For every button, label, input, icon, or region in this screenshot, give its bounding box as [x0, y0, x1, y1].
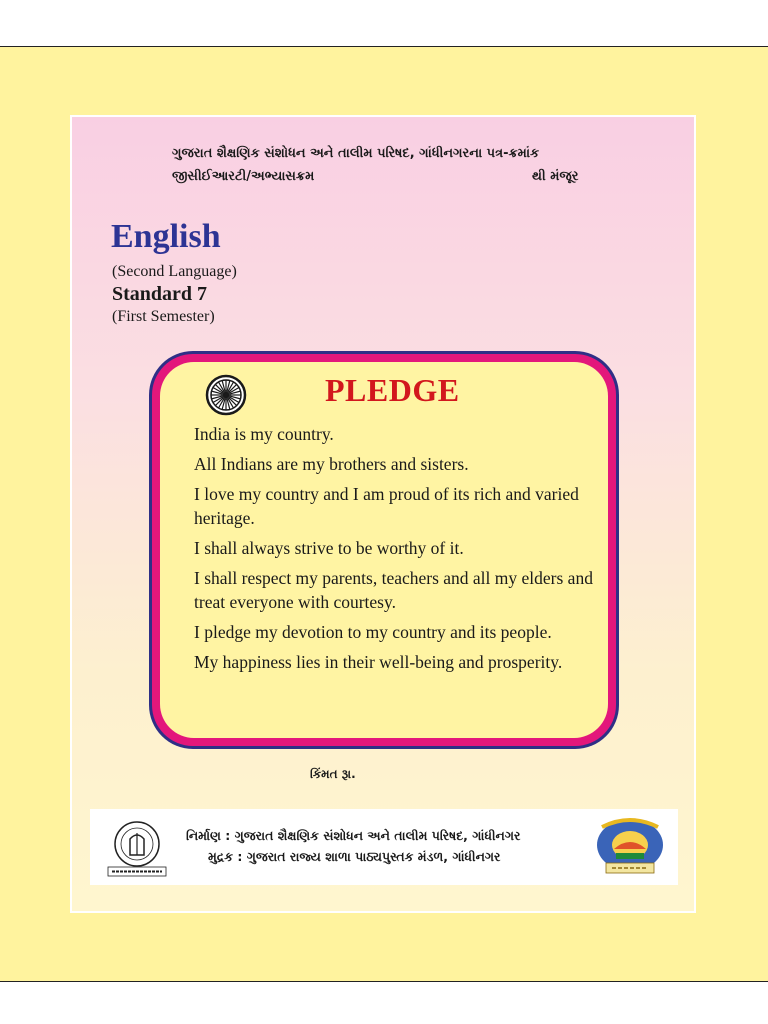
- publisher-footer: [90, 809, 678, 885]
- producer-text: નિર્માણ : ગુજરાત શૈક્ષણિક સંશોધન અને તાલીમ પરિષદ, ગાંધીનગર: [186, 828, 521, 843]
- approval-line-1: ગુજરાત શૈક્ષણિક સંશોધન અને તાલીમ પરિષદ, ગાંધીનગરના પત્ર-ક્રમાંક: [172, 146, 540, 161]
- pledge-box: [160, 362, 608, 738]
- pledge-frame: [149, 351, 619, 749]
- cover-panel: [70, 115, 696, 913]
- gcert-golden-jubilee-logo: [592, 815, 668, 877]
- pledge-title: PLEDGE: [325, 372, 460, 408]
- book-standard: Standard 7: [112, 283, 208, 305]
- price-label: કિંમત રૂા.: [310, 767, 356, 781]
- book-title: English: [111, 218, 221, 255]
- pledge-line: India is my country.: [194, 424, 334, 444]
- book-subtitle: (Second Language): [112, 263, 237, 280]
- pledge-line: My happiness lies in their well-being and prosperity.: [194, 652, 563, 672]
- printer-text: મુદ્રક : ગુજરાત રાજ્ય શાળા પાઠ્યપુસ્તક મંડળ, ગાંધીનગર: [208, 849, 501, 864]
- pledge-frame-pink: [152, 354, 616, 746]
- approval-line-2-right: થી મંજૂર: [532, 169, 579, 184]
- pledge-line: I shall always strive to be worthy of it.: [194, 538, 464, 558]
- book-semester: (First Semester): [112, 308, 215, 325]
- pledge-line: I pledge my devotion to my country and its people.: [194, 622, 552, 642]
- approval-line-2: જીસીઈઆરટી/અભ્યાસક્રમ: [172, 169, 315, 184]
- page-background: [0, 46, 768, 982]
- textbook-board-logo: [100, 817, 174, 879]
- pledge-line: I shall respect my parents, teachers and all my elders and treat everyone with courtesy.: [194, 568, 593, 612]
- ashoka-chakra-icon: [205, 374, 247, 416]
- pledge-text: [194, 422, 594, 680]
- pledge-line: All Indians are my brothers and sisters.: [194, 454, 469, 474]
- pledge-line: I love my country and I am proud of its rich and varied heritage.: [194, 484, 579, 528]
